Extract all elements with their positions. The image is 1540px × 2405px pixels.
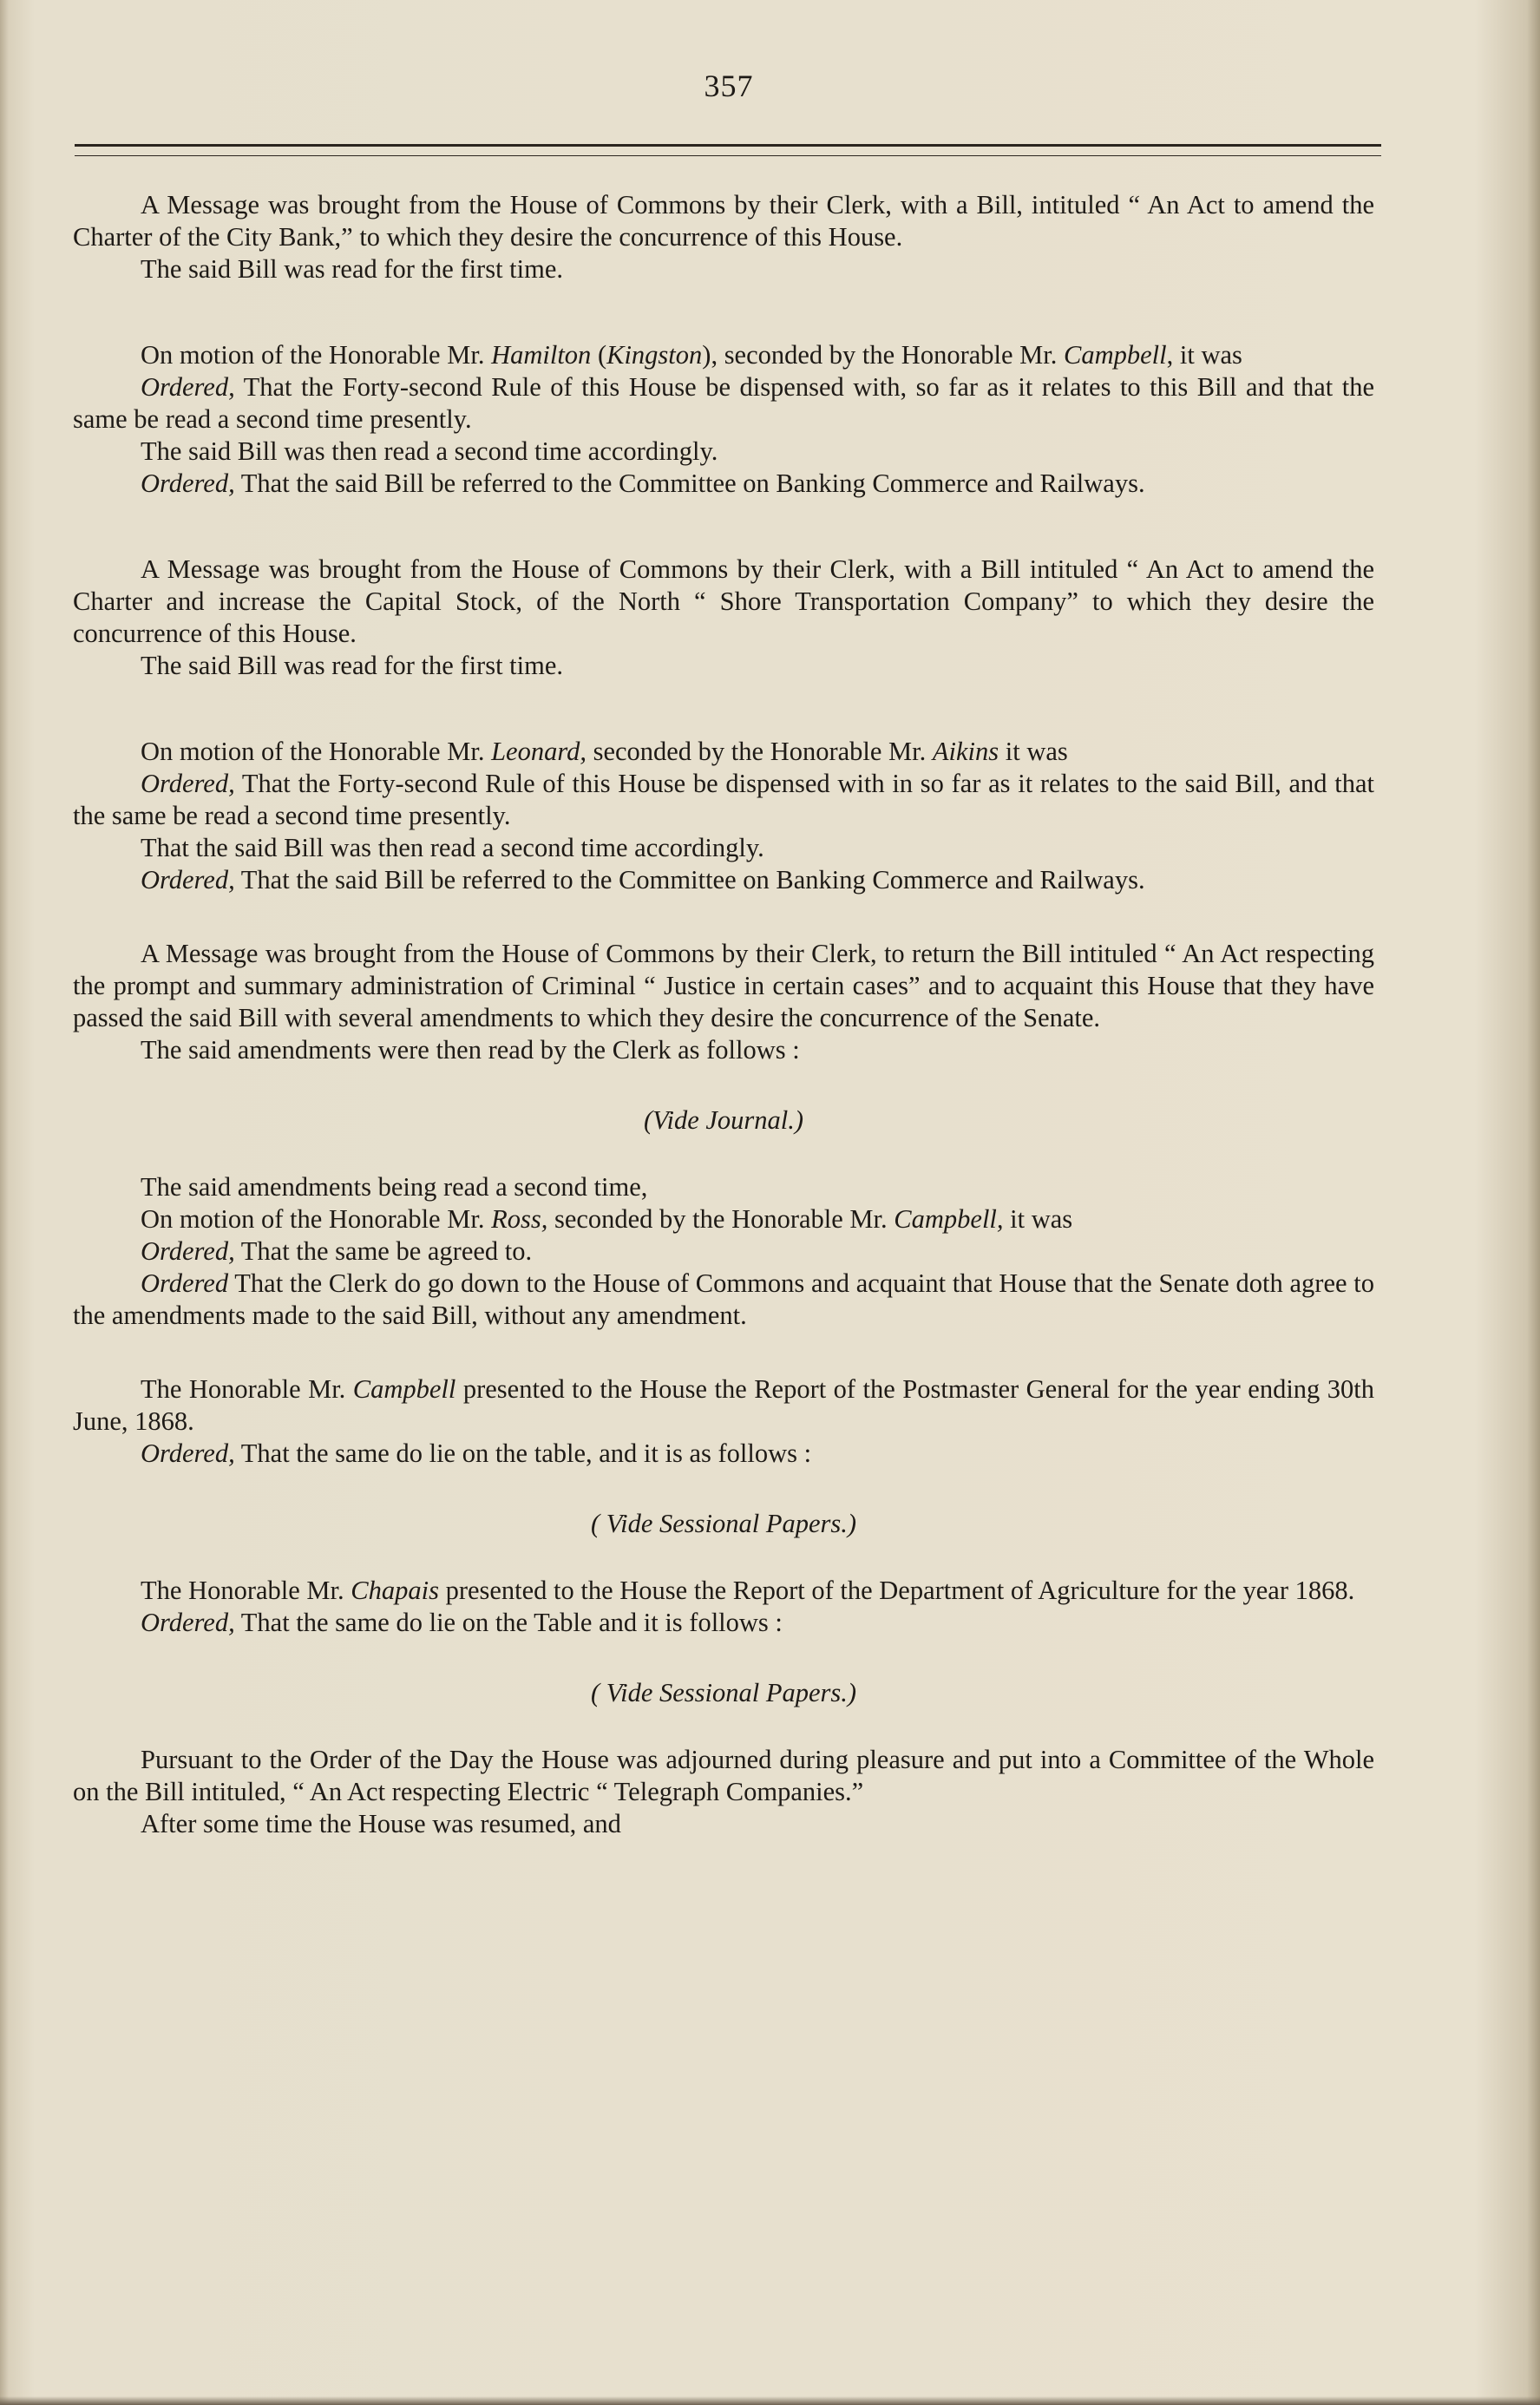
paragraph-ordered-agreed: Ordered, That the same be agreed to. (141, 1236, 533, 1266)
paragraph-ordered-rule: Ordered, That the Forty-second Rule of this House be dispensed with, so far as it relates to this Bill and that the same be read a second time presently. (73, 372, 1374, 434)
paragraph-amendments-read: The said amendments were then read by the Clerk as follows : (141, 1035, 800, 1065)
paragraph-motion-hamilton: On motion of the Honorable Mr. Hamilton (Kingston), seconded by the Honorable Mr. Campbell, it was (141, 340, 1242, 370)
paragraph-order-of-day: Pursuant to the Order of the Day the House was adjourned during pleasure and put into a Committee of the Whole on the Bill intituled, “ An Act respecting Electric “ Telegraph Companies.” (73, 1745, 1374, 1806)
page-bottom-edge (0, 2396, 1540, 2405)
paragraph-ordered-committee-2: Ordered, That the said Bill be referred to the Committee on Banking Commerce and Railways. (141, 865, 1145, 895)
paragraph-ordered-table-2: Ordered, That the same do lie on the Table and it is follows : (141, 1608, 783, 1637)
paragraph-second-reading-2: That the said Bill was then read a second time accordingly. (141, 833, 764, 862)
paragraph-house-resumed: After some time the House was resumed, and (141, 1809, 621, 1838)
paragraph-message-criminal-justice: A Message was brought from the House of Commons by their Clerk, to return the Bill intituled “ An Act respecting the prompt and summary administration of Criminal “ Justice in certain cases” and to acquaint this House that they have passed the said Bill with several amendments to which they desire the concurrence of the Senate. (73, 939, 1374, 1032)
vide-journal: (Vide Journal.) (643, 1105, 804, 1135)
paragraph-ordered-clerk: Ordered That the Clerk do go down to the House of Commons and acquaint that House that the Senate doth agree to the amendments made to the said Bill, without any amendment. (73, 1268, 1374, 1330)
page-number: 357 (704, 69, 754, 103)
paragraph-message-city-bank: A Message was brought from the House of Commons by their Clerk, with a Bill, intituled “ An Act to amend the Charter of the City Bank,” to which they desire the concurrence of this House. (73, 190, 1374, 252)
paragraph-postmaster-report: The Honorable Mr. Campbell presented to the House the Report of the Postmaster General for the year ending 30th June, 1868. (73, 1374, 1374, 1436)
paragraph-agriculture-report: The Honorable Mr. Chapais presented to the House the Report of the Department of Agriculture for the year 1868. (141, 1576, 1355, 1605)
vide-sessional-papers-2: ( Vide Sessional Papers.) (590, 1678, 857, 1707)
paragraph-message-north-shore: A Message was brought from the House of Commons by their Clerk, with a Bill intituled “ An Act to amend the Charter and increase the Capital Stock, of the North “ Shore Transportation Company” to which they desire the concurrence of this House. (73, 554, 1374, 648)
paragraph-motion-ross: On motion of the Honorable Mr. Ross, seconded by the Honorable Mr. Campbell, it was (141, 1204, 1073, 1234)
paragraph-second-reading: The said Bill was then read a second time accordingly. (141, 436, 718, 466)
paragraph-ordered-committee: Ordered, That the said Bill be referred to the Committee on Banking Commerce and Railways. (141, 469, 1145, 498)
paragraph-first-reading-2: The said Bill was read for the first time. (141, 651, 564, 680)
paragraph-first-reading: The said Bill was read for the first time. (141, 254, 564, 284)
paragraph-ordered-rule-2: Ordered, That the Forty-second Rule of this House be dispensed with in so far as it relates to the said Bill, and that the same be read a second time presently. (73, 769, 1374, 830)
vide-sessional-papers-1: ( Vide Sessional Papers.) (590, 1509, 857, 1538)
page-body (73, 189, 1374, 1840)
paragraph-ordered-table: Ordered, That the same do lie on the table, and it is as follows : (141, 1438, 812, 1468)
paragraph-motion-leonard: On motion of the Honorable Mr. Leonard, seconded by the Honorable Mr. Aikins it was (141, 737, 1068, 766)
header-rule (75, 144, 1381, 156)
paragraph-amendments-second-time: The said amendments being read a second time, (141, 1172, 648, 1202)
